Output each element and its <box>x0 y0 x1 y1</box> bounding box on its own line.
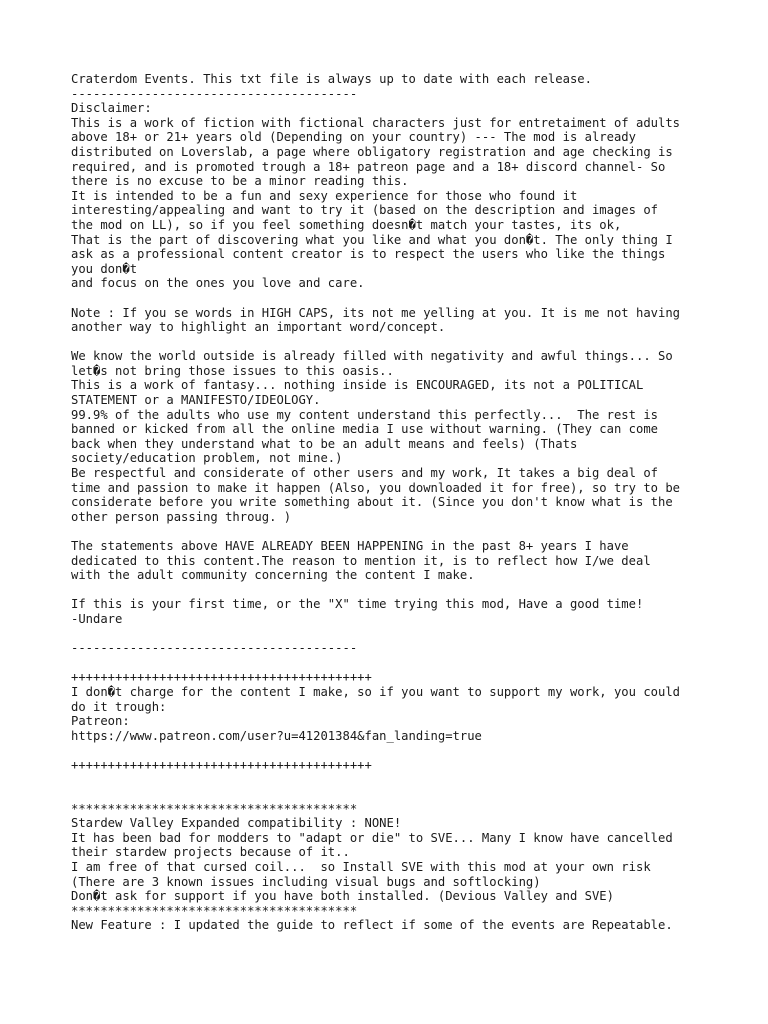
text-line: Don�t ask for support if you have both installed. (Devious Valley and SVE) <box>71 889 614 904</box>
title-line: Craterdom Events. This txt file is always up to date with each release. <box>71 72 592 86</box>
plus-rule: +++++++++++++++++++++++++++++++++++++++++ <box>71 757 372 772</box>
blank-line <box>71 335 731 350</box>
text-line: We know the world outside is already filled with negativity and awful things... So <box>71 349 673 364</box>
first-time-paragraph <box>71 597 731 626</box>
text-line: back when they understand what to be an adult means and feels) (Thats <box>71 436 578 451</box>
blank-line <box>71 743 731 758</box>
text-line: do it trough: <box>71 699 167 714</box>
text-line: It is intended to be a fun and sexy experience for those who found it <box>71 188 578 203</box>
star-rule: *************************************** <box>71 903 358 918</box>
patreon-link: https://www.patreon.com/user?u=41201384&fan_landing=true <box>71 728 482 743</box>
text-line: If this is your first time, or the "X" time trying this mod, Have a good time! <box>71 597 644 612</box>
text-line: The statements above HAVE ALREADY BEEN HAPPENING in the past 8+ years I have <box>71 539 629 553</box>
statements-paragraph <box>71 539 731 583</box>
text-line: and focus on the ones you love and care. <box>71 276 365 291</box>
text-line: required, and is promoted trough a 18+ patreon page and a 18+ discord channel- So <box>71 159 666 174</box>
text-line: interesting/appealing and want to try it (based on the description and images of <box>71 203 658 218</box>
text-line: above 18+ or 21+ years old (Depending on your country) --- The mod is already <box>71 130 636 145</box>
blank-line <box>71 787 731 802</box>
disclaimer-paragraph <box>71 116 731 291</box>
dash-rule: --------------------------------------- <box>71 641 358 656</box>
text-line: distributed on Loverslab, a page where obligatory registration and age checking is <box>71 144 673 159</box>
text-line: This is a work of fantasy... nothing inside is ENCOURAGED, its not a POLITICAL <box>71 378 644 393</box>
star-rule: *************************************** <box>71 801 358 816</box>
text-line: society/education problem, not mine.) <box>71 451 343 466</box>
text-line: STATEMENT or a MANIFESTO/IDEOLOGY. <box>71 393 321 408</box>
blank-line <box>71 656 731 671</box>
text-line: 99.9% of the adults who use my content understand this perfectly... The rest is <box>71 407 658 422</box>
dash-rule: --------------------------------------- <box>71 86 358 101</box>
world-paragraph <box>71 349 731 524</box>
text-line: This is a work of fiction with fictional characters just for entretaiment of adults <box>71 115 681 130</box>
text-line: another way to highlight an important word/concept. <box>71 320 446 335</box>
plus-rule: +++++++++++++++++++++++++++++++++++++++++ <box>71 670 372 685</box>
text-line: time and passion to make it happen (Also, you downloaded it for free), so try to be <box>71 480 681 495</box>
note-paragraph <box>71 306 731 335</box>
text-line: That is the part of discovering what you like and what you don�t. The only thing I <box>71 232 673 247</box>
text-line: other person passing throug. ) <box>71 509 292 524</box>
text-line: Stardew Valley Expanded compatibility : NONE! <box>71 816 402 831</box>
text-line: (There are 3 known issues including visual bugs and softlocking) <box>71 874 541 889</box>
text-line: there is no excuse to be a minor reading this. <box>71 174 409 189</box>
text-line: banned or kicked from all the online media I use without warning. (They can come <box>71 422 658 437</box>
blank-line <box>71 583 731 598</box>
text-line: with the adult community concerning the content I make. <box>71 568 475 583</box>
text-line: I am free of that cursed coil... so Install SVE with this mod at your own risk <box>71 860 651 875</box>
text-line: I don�t charge for the content I make, so if you want to support my work, you could <box>71 684 681 699</box>
text-line: Note : If you se words in HIGH CAPS, its not me yelling at you. It is me not having <box>71 305 681 320</box>
text-line: let�s not bring those issues to this oasis.. <box>71 363 394 378</box>
text-line: their stardew projects because of it.. <box>71 845 350 860</box>
sve-paragraph <box>71 816 731 904</box>
blank-line <box>71 524 731 539</box>
new-feature-line: New Feature : I updated the guide to reflect if some of the events are Repeatable. <box>71 918 673 933</box>
blank-line <box>71 627 731 642</box>
text-line: the mod on LL), so if you feel something doesn�t match your tastes, its ok, <box>71 217 622 232</box>
blank-line <box>71 291 731 306</box>
support-paragraph <box>71 685 731 743</box>
text-line: It has been bad for modders to "adapt or die" to SVE... Many I know have cancelled <box>71 830 673 845</box>
text-line: Patreon: <box>71 714 130 729</box>
text-line: you don�t <box>71 261 138 276</box>
text-body <box>71 72 731 933</box>
text-line: dedicated to this content.The reason to mention it, is to reflect how I/we deal <box>71 553 651 568</box>
signature-line: -Undare <box>71 611 123 626</box>
blank-line <box>71 773 731 788</box>
text-line: considerate before you write something about it. (Since you don't know what is the <box>71 495 673 510</box>
text-line: Be respectful and considerate of other users and my work, It takes a big deal of <box>71 466 658 481</box>
disclaimer-heading: Disclaimer: <box>71 101 152 116</box>
text-line: ask as a professional content creator is to respect the users who like the things <box>71 247 666 262</box>
